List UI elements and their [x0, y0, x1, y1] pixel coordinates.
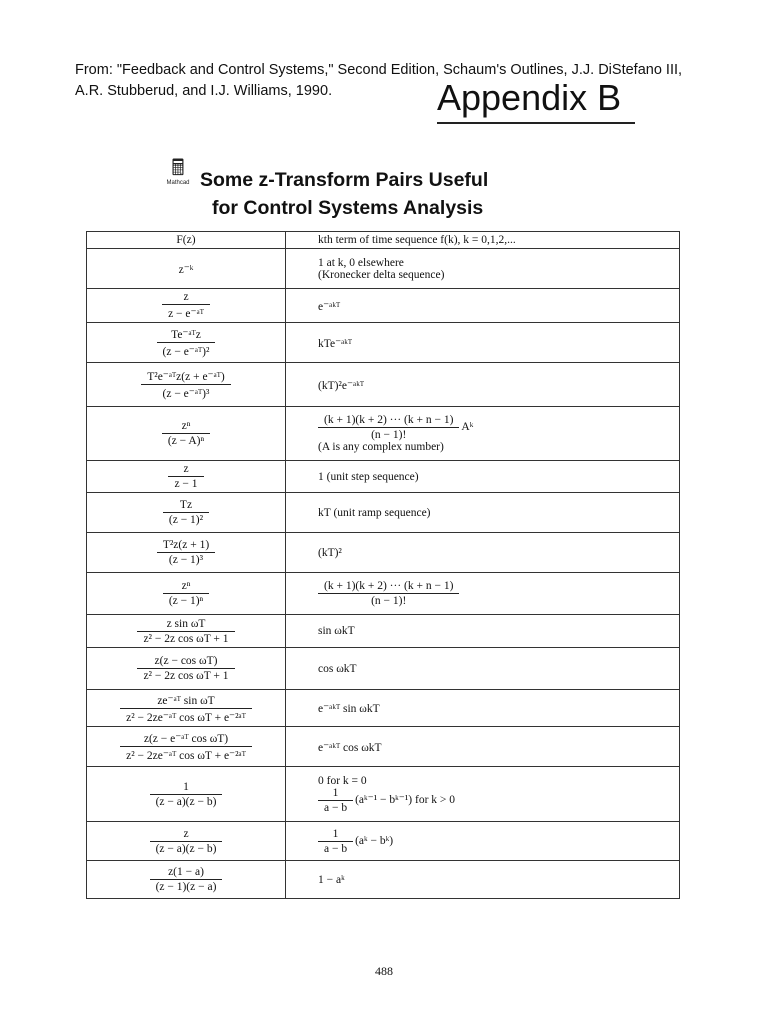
cell-fz	[87, 461, 286, 493]
fz-numerator: Te⁻ᵃᵀz	[157, 327, 216, 343]
fk-fraction	[318, 828, 353, 855]
fz-numerator: z(z − e⁻ᵃᵀ cos ωT)	[120, 731, 252, 747]
fz-fraction	[157, 539, 215, 566]
cell-fz	[87, 493, 286, 533]
page-title-line-1: Some z-Transform Pairs Useful	[200, 169, 489, 191]
fz-denominator: (z − 1)³	[168, 554, 204, 566]
fk-denominator: a − b	[324, 842, 348, 855]
fz-fraction	[120, 693, 252, 724]
table-row	[87, 690, 680, 727]
fk-numerator: (k + 1)(k + 2) ··· (k + n − 1)	[318, 580, 459, 594]
table-row	[87, 727, 680, 767]
table-row	[87, 822, 680, 861]
fz-fraction	[150, 828, 223, 855]
cell-fk	[286, 363, 680, 407]
fk-fraction-line	[318, 414, 673, 441]
fk-numerator: (k + 1)(k + 2) ··· (k + n − 1)	[318, 414, 459, 428]
page-title	[200, 166, 560, 222]
fz-fraction	[163, 580, 209, 607]
cell-fk	[286, 767, 680, 822]
fz-denominator: z − e⁻ᵃᵀ	[168, 308, 204, 320]
table-row	[87, 323, 680, 363]
fz-numerator: Tz	[163, 499, 209, 513]
fk-text-line: 1 − aᵏ	[318, 873, 345, 886]
fz-fraction	[141, 369, 231, 400]
fz-numerator: 1	[150, 781, 223, 795]
fk-text-line: cos ωkT	[318, 662, 357, 675]
table-row	[87, 573, 680, 615]
cell-fk	[286, 727, 680, 767]
cell-fz	[87, 573, 286, 615]
cell-fz	[87, 727, 286, 767]
table-body	[87, 249, 680, 899]
cell-fz	[87, 690, 286, 727]
fk-fraction	[318, 787, 353, 814]
fz-fraction	[150, 781, 223, 808]
cell-fk	[286, 861, 680, 899]
cell-fk	[286, 615, 680, 648]
fz-fraction	[162, 291, 210, 320]
fz-expression: z⁻ᵏ	[178, 263, 194, 276]
fz-numerator: z	[168, 463, 203, 477]
cell-fz	[87, 648, 286, 690]
cell-fz	[87, 363, 286, 407]
cell-fz	[87, 767, 286, 822]
fz-fraction	[162, 420, 210, 447]
fk-fraction-line	[318, 580, 673, 607]
fk-fraction	[318, 414, 459, 441]
fz-numerator: z sin ωT	[137, 618, 234, 632]
fk-text-line: sin ωkT	[318, 625, 355, 637]
fk-denominator: a − b	[324, 801, 348, 814]
fz-fraction	[120, 731, 252, 762]
table-row	[87, 249, 680, 289]
fk-text-line: 1 at k, 0 elsewhere	[318, 256, 404, 269]
fz-numerator: z(z − cos ωT)	[137, 655, 234, 669]
fz-denominator: (z − e⁻ᵃᵀ)³	[162, 388, 210, 400]
table-row	[87, 533, 680, 573]
fz-fraction	[168, 463, 203, 490]
table-row	[87, 861, 680, 899]
table-row	[87, 493, 680, 533]
fz-numerator: zⁿ	[163, 580, 209, 594]
z-transform-table	[86, 231, 680, 899]
fk-text-line: e⁻ᵃᵏᵀ sin ωkT	[318, 703, 380, 715]
cell-fk	[286, 648, 680, 690]
fk-suffix: Aᵏ	[461, 421, 474, 434]
fk-text-line: e⁻ᵃᵏᵀ	[318, 300, 341, 313]
fz-fraction	[150, 866, 223, 893]
fz-denominator: z² − 2z cos ωT + 1	[143, 670, 229, 682]
fz-fraction	[137, 655, 234, 682]
cell-fz	[87, 249, 286, 289]
cell-fk	[286, 249, 680, 289]
table-row	[87, 767, 680, 822]
cell-fz	[87, 407, 286, 461]
table-row	[87, 363, 680, 407]
fz-numerator: ze⁻ᵃᵀ sin ωT	[120, 693, 252, 709]
fz-numerator: z(1 − a)	[150, 866, 223, 880]
fk-fraction	[318, 580, 459, 607]
appendix-heading: Appendix B	[437, 76, 635, 124]
fk-suffix: (aᵏ − bᵏ)	[355, 834, 394, 847]
cell-fk	[286, 407, 680, 461]
fz-denominator: z − 1	[174, 478, 198, 490]
fk-fraction-line	[318, 828, 673, 855]
fz-denominator: (z − 1)ⁿ	[168, 595, 204, 607]
source-citation-line-1: From: "Feedback and Control Systems," Second Edition, Schaum's Outlines, J.J. DiStefano III,	[75, 62, 683, 78]
fz-denominator: z² − 2ze⁻ᵃᵀ cos ωT + e⁻²ᵃᵀ	[126, 750, 246, 762]
source-citation-line-2: A.R. Stubberud, and I.J. Williams, 1990.	[75, 83, 333, 99]
table-row	[87, 461, 680, 493]
fz-denominator: (z − 1)²	[168, 514, 204, 526]
table-row	[87, 615, 680, 648]
cell-fk	[286, 289, 680, 323]
fk-prefix-line: 0 for k = 0	[318, 774, 367, 787]
page-number: 488	[375, 964, 393, 978]
fk-text-line: kT (unit ramp sequence)	[318, 506, 431, 519]
fz-numerator: T²e⁻ᵃᵀz(z + e⁻ᵃᵀ)	[141, 369, 231, 385]
fk-text-line: (kT)²e⁻ᵃᵏᵀ	[318, 379, 364, 392]
mathcad-icon	[163, 156, 193, 190]
fk-text-line: 1 (unit step sequence)	[318, 470, 419, 483]
cell-fz	[87, 861, 286, 899]
fz-denominator: (z − a)(z − b)	[155, 795, 217, 808]
fz-denominator: z² − 2z cos ωT + 1	[143, 632, 229, 645]
fk-fraction-line	[318, 787, 673, 814]
fk-text-line: (A is any complex number)	[318, 441, 444, 453]
table-header-row	[87, 232, 680, 249]
fk-numerator: 1	[318, 787, 353, 801]
cell-fz	[87, 289, 286, 323]
fz-numerator: z	[162, 291, 210, 305]
fk-text-line: (kT)²	[318, 546, 342, 559]
cell-fk	[286, 533, 680, 573]
table-row	[87, 648, 680, 690]
cell-fk	[286, 493, 680, 533]
fz-fraction	[163, 499, 209, 526]
fz-denominator: (z − 1)(z − a)	[155, 881, 217, 893]
cell-fk	[286, 822, 680, 861]
cell-fk	[286, 461, 680, 493]
fz-numerator: T²z(z + 1)	[157, 539, 215, 553]
fz-denominator: (z − A)ⁿ	[167, 435, 205, 447]
fk-numerator: 1	[318, 828, 353, 842]
fz-numerator: zⁿ	[162, 420, 210, 434]
cell-fk	[286, 573, 680, 615]
fz-denominator: (z − e⁻ᵃᵀ)²	[162, 346, 210, 358]
page-title-line-2: for Control Systems Analysis	[212, 197, 484, 219]
fk-denominator: (n − 1)!	[371, 595, 407, 607]
cell-fz	[87, 533, 286, 573]
cell-fk	[286, 323, 680, 363]
fz-fraction	[137, 618, 234, 645]
table-row	[87, 289, 680, 323]
cell-fz	[87, 615, 286, 648]
fk-text-line: (Kronecker delta sequence)	[318, 268, 445, 281]
calculator-icon: 🖩	[171, 155, 185, 180]
fz-denominator: z² − 2ze⁻ᵃᵀ cos ωT + e⁻²ᵃᵀ	[126, 711, 246, 724]
fk-text-line: e⁻ᵃᵏᵀ cos ωkT	[318, 741, 382, 754]
fk-suffix: (aᵏ⁻¹ − bᵏ⁻¹) for k > 0	[355, 793, 456, 806]
cell-fz	[87, 323, 286, 363]
source-citation	[75, 60, 755, 102]
fk-text-line: kTe⁻ᵃᵏᵀ	[318, 337, 353, 350]
fz-fraction	[157, 327, 216, 358]
table-row	[87, 407, 680, 461]
column-header-fz: F(z)	[87, 232, 286, 249]
cell-fz	[87, 822, 286, 861]
mathcad-icon-label: Mathcad	[166, 180, 190, 186]
fk-denominator: (n − 1)!	[371, 429, 407, 441]
fz-denominator: (z − a)(z − b)	[155, 842, 217, 855]
cell-fk	[286, 690, 680, 727]
fz-numerator: z	[150, 828, 223, 842]
column-header-fk: kth term of time sequence f(k), k = 0,1,2,...	[286, 232, 680, 249]
